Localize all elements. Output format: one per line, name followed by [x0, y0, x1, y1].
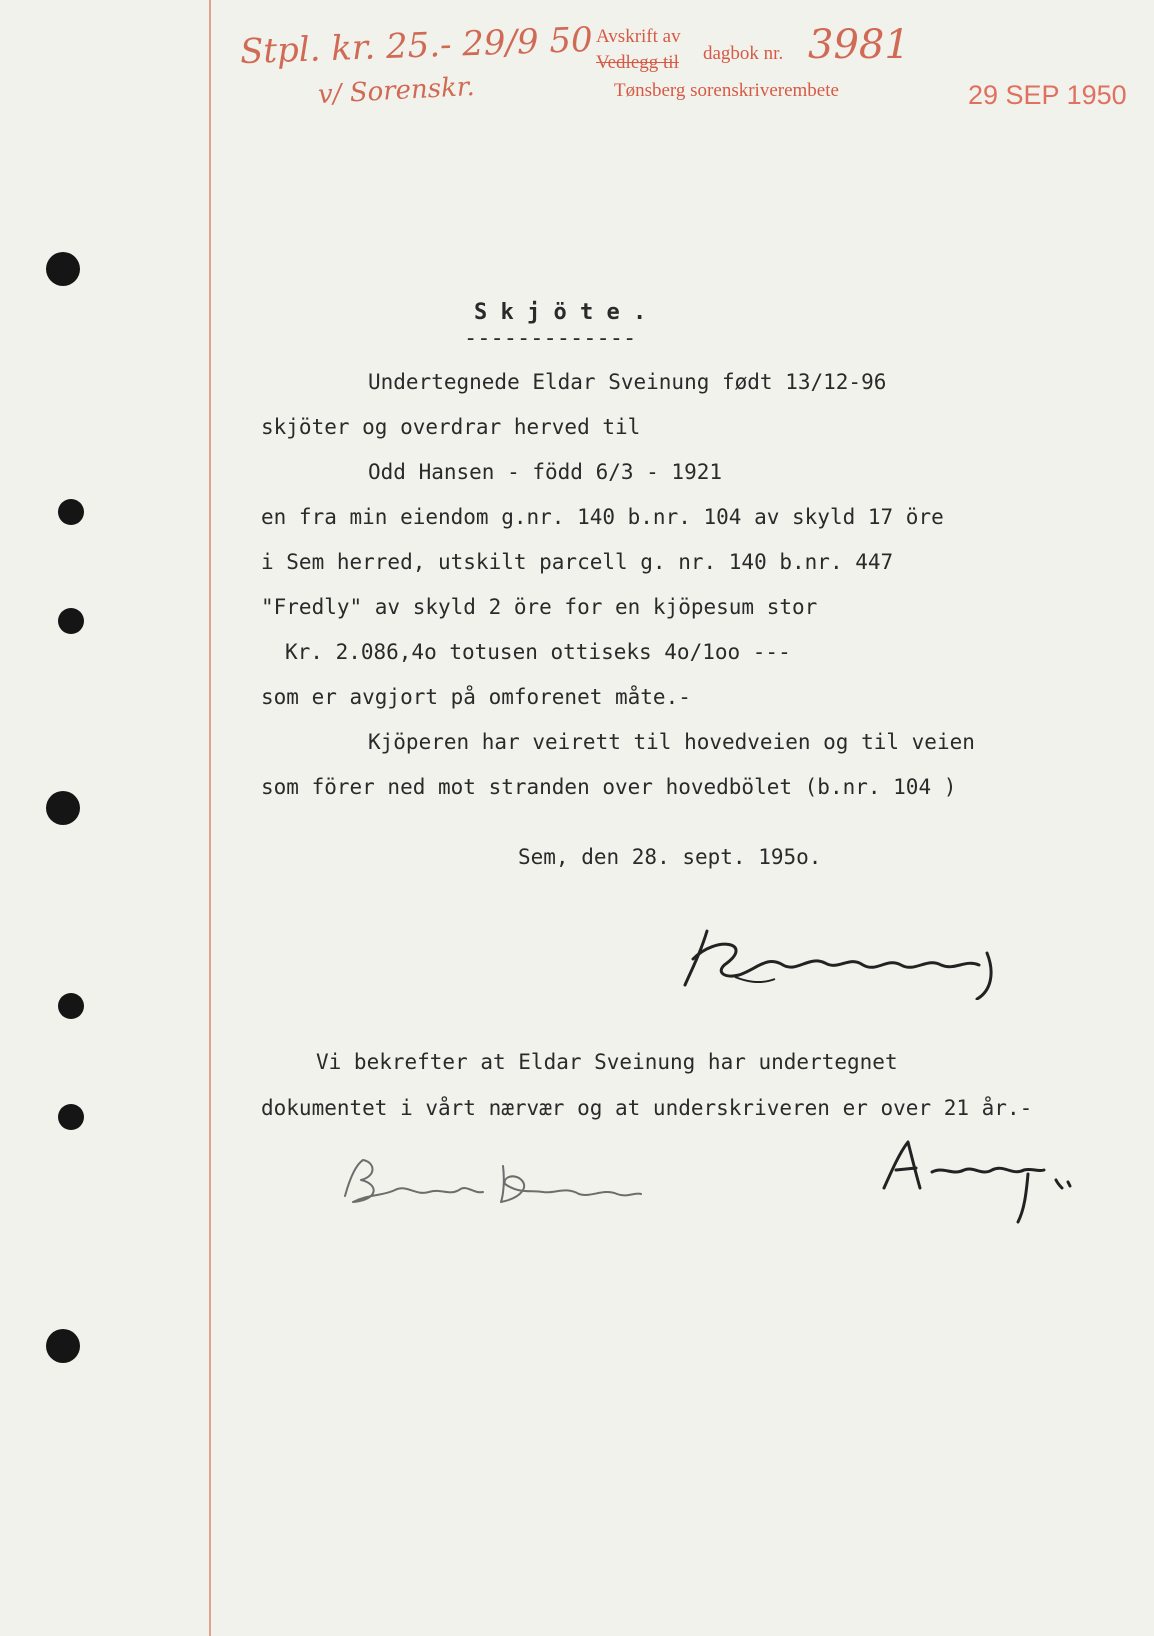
document-title: S k j ö t e .	[474, 300, 647, 325]
punch-hole	[58, 608, 84, 634]
punch-hole	[46, 252, 80, 286]
title-underline: -------------	[464, 326, 637, 351]
witness-signature-2	[878, 1130, 1078, 1225]
body-line: Undertegnede Eldar Sveinung født 13/12-96	[368, 370, 887, 394]
body-line: som förer ned mot stranden over hovedbölet (b.nr. 104 )	[261, 775, 957, 799]
body-line: som er avgjort på omforenet måte.-	[261, 685, 691, 709]
margin-rule	[209, 0, 211, 1636]
dagbok-number: 3981	[808, 22, 910, 68]
stamp-date: 29 SEP 1950	[968, 80, 1127, 110]
body-line: i Sem herred, utskilt parcell g. nr. 140 b.nr. 447	[261, 550, 894, 574]
body-line: "Fredly" av skyld 2 öre for en kjöpesum stor	[261, 595, 818, 619]
body-line: Odd Hansen - född 6/3 - 1921	[368, 460, 723, 484]
punch-hole	[58, 1104, 84, 1130]
witness-signature-1	[335, 1150, 645, 1220]
punch-hole	[46, 791, 80, 825]
punch-hole	[58, 499, 84, 525]
stamp-dagbok-label: dagbok nr.	[703, 43, 784, 64]
punch-hole	[46, 1329, 80, 1363]
place-date: Sem, den 28. sept. 195o.	[518, 845, 822, 869]
body-line: Kr. 2.086,4o totusen ottiseks 4o/1oo ---	[285, 640, 791, 664]
stamp-avskrift-label: Avskrift av	[596, 26, 681, 47]
witness-line: Vi bekrefter at Eldar Sveinung har undertegnet	[316, 1050, 898, 1074]
seller-signature	[665, 915, 1065, 1000]
body-line: skjöter og overdrar herved til	[261, 415, 641, 439]
handwritten-sorenskriver-note: v/ Sorenskr.	[317, 71, 476, 111]
handwritten-stamp-duty-note: Stpl. kr. 25.- 29/9 50	[239, 19, 594, 73]
body-line: Kjöperen har veirett til hovedveien og til veien	[368, 730, 975, 754]
punch-hole	[58, 993, 84, 1019]
stamp-office-name: Tønsberg sorenskriverembete	[614, 80, 839, 101]
stamp-vedlegg-label: Vedlegg til	[596, 52, 679, 73]
witness-line: dokumentet i vårt nærvær og at underskriveren er over 21 år.-	[261, 1096, 1033, 1120]
body-line: en fra min eiendom g.nr. 140 b.nr. 104 av skyld 17 öre	[261, 505, 944, 529]
